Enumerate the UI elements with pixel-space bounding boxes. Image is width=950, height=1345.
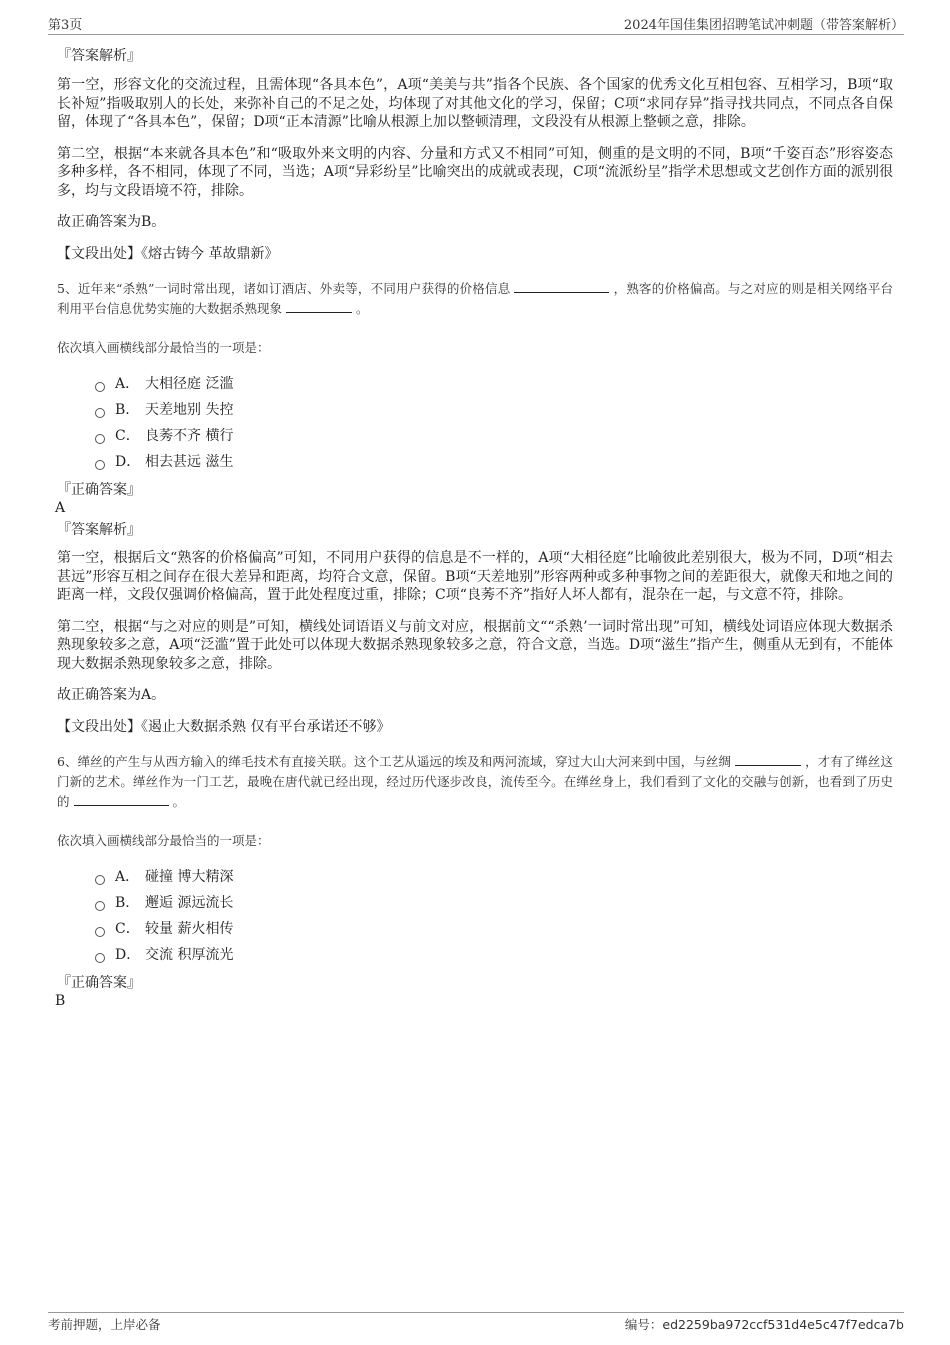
fill-blank [286,300,352,313]
option-list [95,371,893,475]
footer-slogan: 考前押题，上岸必备 [48,1317,161,1332]
fill-blank [735,753,801,766]
question-6 [57,752,893,1010]
question-stem: 5、近年来“杀熟”一词时常出现，诸如订酒店、外卖等，不同用户获得的价格信息 ，熟客的价格偏高。与之对应的则是相关网络平台利用平台信息优势实施的大数据杀熟现象 。 [57,281,893,316]
source-citation: 【文段出处】《遏止大数据杀熟 仅有平台承诺还不够》 [57,718,391,735]
source-citation: 【文段出处】《熔古铸今 革故鼎新》 [57,245,279,262]
radio-button[interactable] [95,953,105,963]
radio-button[interactable] [95,408,105,418]
option-a[interactable]: A． 大相径庭 泛滥 [95,371,893,397]
correct-answer: B [55,993,66,1009]
option-c[interactable]: C． 较量 薪火相传 [95,916,893,942]
radio-button[interactable] [95,460,105,470]
page-content [57,46,893,1010]
question-stem: 6、缂丝的产生与从西方输入的缂毛技术有直接关联。这个工艺从遥远的埃及和两河流域，穿过大山大河来到中国，与丝绸 ，才有了缂丝这门新的艺术。缂丝作为一门工艺，最晚在唐代就已经出现，经过历代逐步改良，流传至今。在缂丝身上，我们看到了文化的交融与创新，也看到了历史的 。 [57,754,893,809]
question-instruction: 依次填入画横线部分最恰当的一项是： [57,340,270,355]
radio-button[interactable] [95,875,105,885]
option-d[interactable]: D． 相去甚远 滋生 [95,449,893,475]
analysis-paragraph: 第二空，根据“与之对应的则是”可知，横线处词语语义与前文对应，根据前文““杀熟’一词时常出现”可知，横线处词语应体现大数据杀熟现象较多之意，A项“泛滥”置于此处可以体现大数据杀熟现象较多之意，符合文意，当选。D项“滋生”指产生，侧重从无到有，不能体现大数据杀熟现象较多之意，排除。 [57,618,893,672]
radio-button[interactable] [95,927,105,937]
question-4-analysis [57,46,893,263]
document-code: 编号：ed2259ba972ccf531d4e5c47f7edca7b [624,1317,904,1332]
option-c[interactable]: C． 良莠不齐 横行 [95,423,893,449]
question-5 [57,279,893,736]
radio-button[interactable] [95,434,105,444]
question-instruction: 依次填入画横线部分最恰当的一项是： [57,833,270,848]
page-header [48,14,904,35]
correct-answer-label: 『正确答案』 [57,975,141,991]
page-footer [48,1312,904,1332]
analysis-paragraph: 第二空，根据“本来就各具本色”和“吸取外来文明的内容、分量和方式又不相同”可知，侧重的是文明的不同，B项“千姿百态”形容姿态多种多样，各不相同，体现了不同，当选；A项“异彩纷呈”比喻突出的成就或表现，C项“流派纷呈”指学术思想或文艺创作方面的派别很多，均与文段语境不符，排除。 [57,145,893,199]
option-b[interactable]: B. 天差地别 失控 [95,397,893,423]
radio-button[interactable] [95,382,105,392]
option-d[interactable]: D． 交流 积厚流光 [95,942,893,968]
option-list [95,864,893,968]
radio-button[interactable] [95,901,105,911]
option-a[interactable]: A． 碰撞 博大精深 [95,864,893,890]
document-title: 2024年国佳集团招聘笔试冲刺题（带答案解析） [623,18,904,33]
analysis-conclusion: 故正确答案为B。 [57,214,166,230]
fill-blank [514,280,609,293]
fill-blank [74,793,169,806]
option-b[interactable]: B. 邂逅 源远流长 [95,890,893,916]
analysis-paragraph: 第一空，形容文化的交流过程，且需体现“各具本色”，A项“美美与共”指各个民族、各个国家的优秀文化互相包容、互相学习，B项“取长补短”指吸取别人的长处，来弥补自己的不足之处，均体现了对其他文化的学习，保留；C项“求同存异”指寻找共同点，不同点各自保留，体现了“各具本色”，保留；D项“正本清源”比喻从根源上加以整顿清理，文段没有从根源上整顿之意，排除。 [57,77,893,130]
correct-answer: A [55,500,66,516]
correct-answer-label: 『正确答案』 [57,482,141,498]
analysis-paragraph: 第一空，根据后文“熟客的价格偏高”可知，不同用户获得的信息是不一样的，A项“大相径庭”比喻彼此差别很大，极为不同，D项“相去甚远”形容互相之间存在很大差异和距离，均符合文意，保留。B项“天差地别”形容两种或多种事物之间的差距很大，就像天和地之间的距离一样，文段仅强调价格偏高，置于此处程度过重，排除；C项“良莠不齐”指好人坏人都有，混杂在一起，与文意不符，排除。 [57,550,893,603]
analysis-label: 『答案解析』 [57,48,141,64]
analysis-label: 『答案解析』 [57,522,141,538]
analysis-conclusion: 故正确答案为A。 [57,687,166,703]
page-number: 第3页 [48,18,83,33]
